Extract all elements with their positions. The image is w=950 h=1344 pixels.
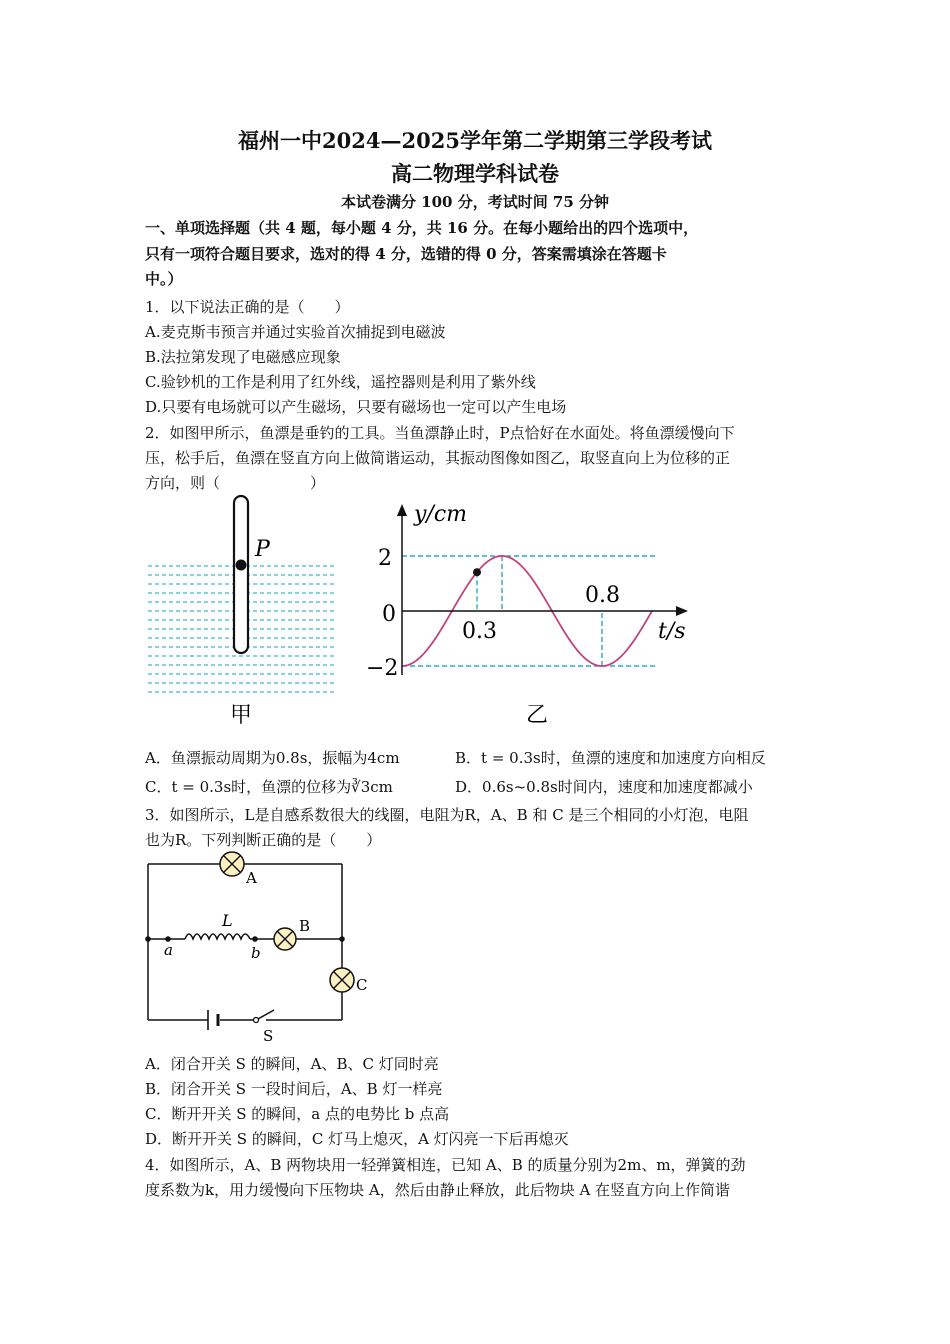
exam-title: 福州一中2024—2025学年第二学期第三学段考试 (238, 128, 712, 153)
q3-option-b: B．闭合开关 S 一段时间后，A、B 灯一样亮 (145, 1080, 443, 1098)
battery (208, 1010, 218, 1030)
section-heading-line1: 一、单项选择题（共 4 题，每小题 4 分，共 16 分。在每小题给出的四个选项中， (145, 219, 699, 237)
q3-option-a: A．闭合开关 S 的瞬间，A、B、C 灯同时亮 (145, 1055, 439, 1073)
q2-stem-line2: 压，松手后，鱼漂在竖直方向上做简谐运动，其振动图像如图乙，取竖直向上为位移的正 (145, 449, 731, 467)
figure-yi-caption: 乙 (525, 703, 549, 728)
q1-option-d: D.只要有电场就可以产生磁场，只要有磁场也一定可以产生电场 (145, 398, 567, 416)
q2-stem-line3: 方向，则（ ） (145, 474, 326, 492)
coil-label: L (222, 911, 233, 930)
q1-stem: 1．以下说法正确的是（ ） (145, 298, 350, 316)
y-tick-label-neg: −2 (366, 656, 399, 681)
q3-stem-line1: 3．如图所示，L是自感系数很大的线圈，电阻为R，A、B 和 C 是三个相同的小灯泡，电阻 (145, 806, 749, 824)
exam-info: 本试卷满分 100 分，考试时间 75 分钟 (340, 193, 610, 211)
lamp-c-label: C (356, 976, 368, 994)
node-b-point (252, 936, 258, 942)
lamp-a (220, 852, 244, 876)
section-heading-line3: 中。） (145, 270, 183, 288)
section-heading-line2: 只有一项符合题目要求，选对的得 4 分，选错的得 0 分，答案需填涂在答题卡 (145, 245, 667, 263)
q1-option-b: B.法拉第发现了电磁感应现象 (145, 348, 341, 366)
point-p (236, 560, 247, 571)
float-body (234, 496, 248, 653)
coil-l (185, 934, 250, 939)
x-tick-label-b: 0.8 (585, 583, 620, 608)
q2-stem-line1: 2．如图甲所示，鱼漂是垂钓的工具。当鱼漂静止时，P点恰好在水面处。将鱼漂缓慢向下 (145, 424, 735, 442)
q2-option-a: A．鱼漂振动周期为0.8s，振幅为4cm (145, 749, 400, 767)
x-tick-label-a: 0.3 (462, 619, 497, 644)
figure-circuit (140, 848, 380, 1048)
point-p-label: P (255, 537, 270, 562)
q1-option-a: A.麦克斯韦预言并通过实验首次捕捉到电磁波 (145, 323, 446, 341)
origin-label: 0 (382, 602, 396, 627)
q4-stem-line2: 度系数为k，用力缓慢向下压物块 A，然后由静止释放，此后物块 A 在竖直方向上作简谐 (145, 1181, 731, 1199)
x-axis-label: t/s (658, 619, 686, 644)
y-axis-arrow (397, 504, 407, 516)
lamp-a-label: A (246, 869, 257, 887)
y-tick-label-pos: 2 (378, 546, 392, 571)
node-right-dot (339, 936, 345, 942)
q2-option-b: B．t = 0.3s时，鱼漂的速度和加速度方向相反 (455, 749, 766, 767)
lamp-b-label: B (299, 917, 311, 935)
node-b-label: b (251, 944, 261, 962)
y-axis-label: y/cm (414, 502, 468, 527)
switch-label: S (263, 1027, 274, 1045)
q3-option-c: C．断开开关 S 的瞬间，a 点的电势比 b 点高 (145, 1105, 450, 1123)
node-a-label: a (164, 941, 173, 959)
lamp-c (330, 968, 354, 992)
q3-option-d: D．断开开关 S 的瞬间，C 灯马上熄灭，A 灯闪亮一下后再熄灭 (145, 1130, 569, 1148)
q1-option-c: C.验钞机的工作是利用了红外线，遥控器则是利用了紫外线 (145, 373, 536, 391)
figure-jia-caption: 甲 (229, 703, 253, 728)
node-a-dot (145, 936, 151, 942)
marked-point (473, 568, 481, 576)
q4-stem-line1: 4．如图所示，A、B 两物块用一轻弹簧相连，已知 A、B 的质量分别为2m、m，弹簧的劲 (145, 1156, 746, 1174)
q2-option-c: C．t = 0.3s时，鱼漂的位移为∛3cm (145, 778, 393, 796)
figure-jia-float (140, 490, 350, 735)
x-axis-arrow (676, 606, 688, 616)
q3-stem-line2: 也为R。下列判断正确的是（ ） (145, 831, 382, 849)
lamp-b (274, 928, 296, 950)
q2-option-d: D．0.6s~0.8s时间内，速度和加速度都减小 (455, 778, 753, 796)
exam-subtitle: 高二物理学科试卷 (391, 161, 559, 186)
figure-yi-chart (360, 490, 700, 735)
